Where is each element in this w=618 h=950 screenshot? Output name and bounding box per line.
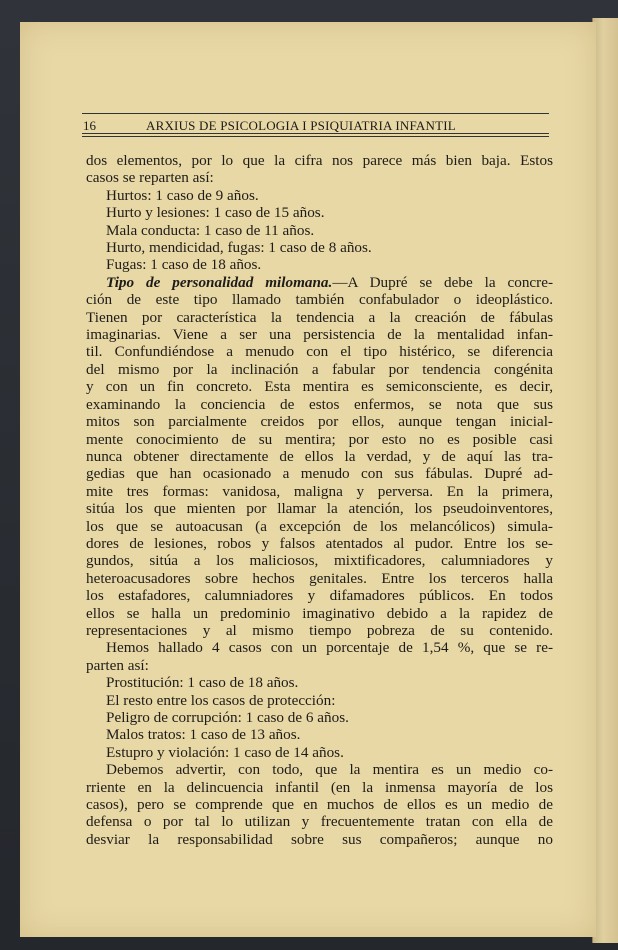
- line-text: mite tres formas: vanidosa, maligna y perversa. En la primera,: [86, 482, 553, 500]
- text-line: [86, 518, 553, 535]
- line-text: Fugas: 1 caso de 18 años.: [106, 256, 262, 274]
- text-line: [86, 570, 553, 587]
- line-text: Hurto, mendicidad, fugas: 1 caso de 8 años.: [106, 239, 372, 257]
- text-line: [86, 291, 553, 308]
- running-head: ARXIUS DE PSICOLOGIA I PSIQUIATRIA INFANTIL: [146, 118, 456, 133]
- line-text: gundos, sitúa a los maliciosos, mixtificadores, calumniadores y: [86, 552, 553, 570]
- line-text: Hurtos: 1 caso de 9 años.: [106, 186, 259, 204]
- text-line: [86, 256, 553, 273]
- text-line: [86, 222, 553, 239]
- line-text: del mismo por la inclinación a fabular por tendencia congénita: [86, 360, 553, 378]
- text-line: [86, 552, 553, 569]
- line-text: Prostitución: 1 caso de 18 años.: [106, 674, 299, 692]
- text-line: [86, 483, 553, 500]
- line-text: —A Dupré se debe la concre-: [332, 273, 554, 291]
- line-text: imaginarias. Viene a ser una persistencia de la mentalidad infan-: [86, 326, 553, 344]
- text-line: [86, 744, 553, 761]
- text-line: [86, 239, 553, 256]
- line-text: nunca obtener directamente de ellos la verdad, y de aquí las tra-: [86, 447, 553, 465]
- text-line: [86, 378, 553, 395]
- text-line: [86, 187, 553, 204]
- line-text: gedias que han ocasionado a menudo con sus fábulas. Dupré ad-: [86, 465, 553, 483]
- text-line: [86, 326, 553, 343]
- line-text: til. Confundiéndose a menudo con el tipo histérico, se diferencia: [86, 343, 553, 361]
- text-line: [86, 500, 553, 517]
- text-line: [86, 674, 553, 691]
- line-text: Debemos advertir, con todo, que la mentira es un medio co-: [106, 761, 553, 779]
- line-text: Estupro y violación: 1 caso de 14 años.: [106, 743, 344, 761]
- header-rule-top: [82, 113, 549, 114]
- text-line: [86, 605, 553, 622]
- line-text: dores de lesiones, robos y falsos atentados al pudor. Entre los se-: [86, 534, 553, 552]
- text-line: [86, 309, 553, 326]
- text-line: [86, 813, 553, 830]
- line-text: Hemos hallado 4 casos con un porcentaje de 1,54 %, que se re-: [106, 639, 553, 657]
- line-text: los estafadores, calumniadores y difamadores públicos. En todos: [86, 587, 553, 605]
- line-text: representaciones y al mismo tiempo pobreza de su contenido.: [86, 621, 553, 639]
- text-line: [86, 622, 553, 639]
- text-line: [86, 396, 553, 413]
- line-text: dos elementos, por lo que la cifra nos parece más bien baja. Estos: [86, 152, 553, 169]
- line-text: Mala conducta: 1 caso de 11 años.: [106, 221, 315, 239]
- line-text: casos se reparten así:: [86, 169, 214, 187]
- text-line: [86, 274, 553, 291]
- line-text: los que se autoacusan (a excepción de los melancólicos) simula-: [86, 517, 553, 535]
- line-text: Tienen por característica la tendencia a la creación de fábulas: [86, 308, 553, 326]
- line-text: Malos tratos: 1 caso de 13 años.: [106, 726, 301, 744]
- body-text: [86, 152, 553, 848]
- text-line: [86, 657, 553, 674]
- text-line: [86, 761, 553, 778]
- line-text: casos), pero se comprende que en muchos de ellos es un medio de: [86, 796, 553, 814]
- text-line: [86, 204, 553, 221]
- page-number: 16: [83, 118, 96, 133]
- line-text: rriente en la delincuencia infantil (en la inmensa mayoría de los: [86, 778, 553, 796]
- text-line: [86, 343, 553, 360]
- section-heading: Tipo de personalidad milomana.: [106, 273, 333, 291]
- text-line: [86, 361, 553, 378]
- line-text: examinando la conciencia de estos enfermos, se nota que sus: [86, 395, 553, 413]
- text-line: [86, 692, 553, 709]
- text-line: [86, 726, 553, 743]
- text-line: [86, 535, 553, 552]
- header-rule-bottom: [82, 133, 549, 134]
- text-line: [86, 169, 553, 186]
- line-text: sitúa los que mienten por llamar la atención, los pseudoinventores,: [86, 500, 553, 518]
- line-text: Peligro de corrupción: 1 caso de 6 años.: [106, 709, 349, 726]
- line-text: Hurto y lesiones: 1 caso de 15 años.: [106, 204, 325, 222]
- line-text: El resto entre los casos de protección:: [106, 691, 336, 709]
- line-text: y con un fin concreto. Esta mentira es semiconsciente, es decir,: [86, 378, 553, 396]
- text-line: [86, 448, 553, 465]
- text-line: [86, 779, 553, 796]
- line-text: ción de este tipo llamado también confabulador o ideoplástico.: [86, 291, 553, 309]
- text-line: [86, 709, 553, 726]
- line-text: heteroacusadores sobre hechos genitales. Entre los terceros halla: [86, 569, 553, 587]
- line-text: mente conocimiento de su mentira; por esto no es posible casi: [86, 430, 553, 448]
- text-line: [86, 152, 553, 169]
- text-line: [86, 639, 553, 656]
- line-text: ellos se halla un predominio imaginativo debido a la rapidez de: [86, 604, 553, 622]
- line-text: mitos son parcialmente creidos por ellos, aunque tengan inicial-: [86, 413, 553, 431]
- line-text: defensa o por tal lo utilizan y frecuentemente tratan con ella de: [86, 813, 553, 831]
- header-rule-bottom-double: [82, 136, 549, 137]
- text-line: [86, 831, 553, 848]
- text-line: [86, 796, 553, 813]
- line-text: parten así:: [86, 656, 149, 674]
- text-line: [86, 465, 553, 482]
- text-line: [86, 587, 553, 604]
- text-line: [86, 431, 553, 448]
- line-text: desviar la responsabilidad sobre sus compañeros; aunque no: [86, 830, 553, 848]
- text-line: [86, 413, 553, 430]
